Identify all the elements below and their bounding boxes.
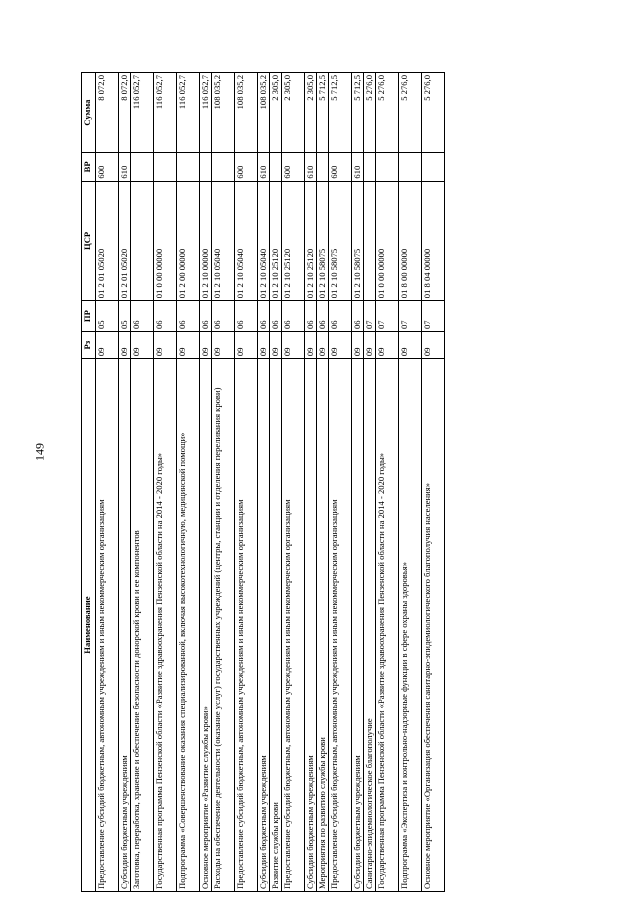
cell-vr: 600 — [329, 153, 352, 181]
cell-sum: 5 276,0 — [399, 73, 422, 153]
cell-name: Заготовка, переработка, хранение и обеспечение безопасности донорской крови и ее компонентов — [131, 359, 154, 892]
cell-name: Основное мероприятие «Развитие службы крови» — [200, 359, 212, 892]
cell-csr: 01 2 10 05040 — [235, 181, 258, 301]
cell-sum: 108 035,2 — [235, 73, 258, 153]
cell-vr — [212, 153, 235, 181]
cell-vr: 610 — [119, 153, 131, 181]
cell-pr: 06 — [282, 301, 305, 332]
cell-pr: 06 — [177, 301, 200, 332]
cell-csr: 01 2 10 25120 — [282, 181, 305, 301]
cell-sum: 5 276,0 — [422, 73, 445, 153]
cell-vr: 610 — [258, 153, 270, 181]
table-row — [212, 73, 235, 892]
table-row — [317, 73, 329, 892]
cell-rz: 09 — [258, 332, 270, 359]
cell-sum: 116 052,7 — [131, 73, 154, 153]
cell-rz: 09 — [364, 332, 376, 359]
table-row — [399, 73, 422, 892]
cell-sum: 2 305,0 — [282, 73, 305, 153]
cell-rz: 09 — [317, 332, 329, 359]
page-number: 149 — [32, 443, 47, 461]
cell-pr: 07 — [399, 301, 422, 332]
cell-name: Субсидии бюджетным учреждениям — [119, 359, 131, 892]
cell-pr: 06 — [200, 301, 212, 332]
header-rz: Рз — [82, 332, 96, 359]
table-row — [270, 73, 282, 892]
cell-rz: 09 — [305, 332, 317, 359]
table-row — [329, 73, 352, 892]
cell-rz: 09 — [270, 332, 282, 359]
cell-vr — [364, 153, 376, 181]
cell-csr: 01 2 10 58075 — [352, 181, 364, 301]
table-row — [200, 73, 212, 892]
table-row — [235, 73, 258, 892]
cell-csr: 01 2 10 25120 — [270, 181, 282, 301]
table-row — [422, 73, 445, 892]
cell-sum: 116 052,7 — [154, 73, 177, 153]
cell-rz: 09 — [119, 332, 131, 359]
cell-csr: 01 2 10 58075 — [317, 181, 329, 301]
cell-vr — [399, 153, 422, 181]
cell-pr: 06 — [235, 301, 258, 332]
cell-pr: 06 — [258, 301, 270, 332]
cell-csr: 01 2 01 05020 — [119, 181, 131, 301]
cell-vr — [422, 153, 445, 181]
cell-sum: 108 035,2 — [258, 73, 270, 153]
cell-csr: 01 2 10 58075 — [329, 181, 352, 301]
cell-name: Субсидии бюджетным учреждениям — [352, 359, 364, 892]
cell-name: Субсидии бюджетным учреждениям — [305, 359, 317, 892]
cell-name: Подпрограмма «Совершенствование оказания специализированной, включая высокотехнологичную, медицинской помощи» — [177, 359, 200, 892]
cell-vr: 600 — [282, 153, 305, 181]
cell-sum: 5 712,5 — [317, 73, 329, 153]
cell-rz: 09 — [329, 332, 352, 359]
cell-csr: 01 2 10 05040 — [258, 181, 270, 301]
cell-rz: 09 — [235, 332, 258, 359]
cell-rz: 09 — [154, 332, 177, 359]
cell-vr — [154, 153, 177, 181]
cell-rz: 09 — [399, 332, 422, 359]
cell-rz: 09 — [422, 332, 445, 359]
cell-name: Подпрограмма «Экспертиза и контрольно-надзорные функции в сфере охраны здоровья» — [399, 359, 422, 892]
cell-csr — [131, 181, 154, 301]
cell-sum: 5 276,0 — [376, 73, 399, 153]
cell-vr — [200, 153, 212, 181]
table-row — [352, 73, 364, 892]
cell-csr: 01 0 00 00000 — [376, 181, 399, 301]
table-row — [96, 73, 119, 892]
table-row — [154, 73, 177, 892]
cell-vr: 600 — [235, 153, 258, 181]
table-row — [364, 73, 376, 892]
cell-vr: 600 — [96, 153, 119, 181]
cell-name: Мероприятия по развитию службы крови — [317, 359, 329, 892]
budget-table-container — [81, 72, 611, 892]
cell-csr — [364, 181, 376, 301]
cell-pr: 06 — [154, 301, 177, 332]
budget-table — [81, 72, 445, 892]
header-name: Наименование — [82, 359, 96, 892]
cell-name: Государственная программа Пензенской области «Развитие здравоохранения Пензенской области на 2014 - 2020 годы» — [154, 359, 177, 892]
cell-rz: 09 — [212, 332, 235, 359]
cell-vr — [177, 153, 200, 181]
cell-sum: 116 052,7 — [177, 73, 200, 153]
cell-pr: 06 — [329, 301, 352, 332]
cell-name: Развитие службы крови — [270, 359, 282, 892]
cell-pr: 06 — [212, 301, 235, 332]
cell-name: Предоставление субсидий бюджетным, автономным учреждениям и иным некоммерческим организациям — [96, 359, 119, 892]
cell-rz: 09 — [376, 332, 399, 359]
header-vr: ВР — [82, 153, 96, 181]
cell-rz: 09 — [352, 332, 364, 359]
table-header-row — [82, 73, 96, 892]
cell-rz: 09 — [177, 332, 200, 359]
cell-csr: 01 2 10 25120 — [305, 181, 317, 301]
cell-sum: 2 305,0 — [305, 73, 317, 153]
table-row — [177, 73, 200, 892]
cell-name: Государственная программа Пензенской области «Развитие здравоохранения Пензенской области на 2014 - 2020 годы» — [376, 359, 399, 892]
cell-vr — [376, 153, 399, 181]
cell-rz: 09 — [131, 332, 154, 359]
cell-pr: 07 — [422, 301, 445, 332]
cell-sum: 5 276,0 — [364, 73, 376, 153]
table-row — [258, 73, 270, 892]
cell-sum: 5 712,5 — [329, 73, 352, 153]
cell-sum: 8 072,0 — [96, 73, 119, 153]
cell-sum: 5 712,5 — [352, 73, 364, 153]
cell-pr: 05 — [119, 301, 131, 332]
cell-sum: 116 052,7 — [200, 73, 212, 153]
cell-vr — [131, 153, 154, 181]
cell-name: Основное мероприятие «Организация обеспечения санитарно-эпидемиологического благополучия населения» — [422, 359, 445, 892]
cell-csr: 01 2 00 00000 — [177, 181, 200, 301]
cell-csr: 01 2 10 05040 — [212, 181, 235, 301]
cell-pr: 07 — [364, 301, 376, 332]
cell-rz: 09 — [282, 332, 305, 359]
cell-csr: 01 2 10 00000 — [200, 181, 212, 301]
cell-pr: 06 — [352, 301, 364, 332]
cell-rz: 09 — [96, 332, 119, 359]
header-csr: ЦСР — [82, 181, 96, 301]
cell-vr — [317, 153, 329, 181]
cell-name: Расходы на обеспечение деятельности (оказание услуг) государственных учреждений (центры, станции и отделения переливания крови) — [212, 359, 235, 892]
cell-pr: 05 — [96, 301, 119, 332]
cell-vr — [270, 153, 282, 181]
cell-vr: 610 — [352, 153, 364, 181]
cell-sum: 8 072,0 — [119, 73, 131, 153]
header-sum: Сумма — [82, 73, 96, 153]
cell-name: Предоставление субсидий бюджетным, автономным учреждениям и иным некоммерческим организациям — [282, 359, 305, 892]
table-row — [376, 73, 399, 892]
cell-csr: 01 8 04 00000 — [422, 181, 445, 301]
cell-pr: 06 — [305, 301, 317, 332]
cell-name: Санитарно-эпидемиологическое благополучие — [364, 359, 376, 892]
cell-rz: 09 — [200, 332, 212, 359]
cell-pr: 06 — [317, 301, 329, 332]
table-row — [119, 73, 131, 892]
cell-name: Предоставление субсидий бюджетным, автономным учреждениям и иным некоммерческим организациям — [329, 359, 352, 892]
cell-csr: 01 0 00 00000 — [154, 181, 177, 301]
table-row — [282, 73, 305, 892]
cell-csr: 01 2 01 05020 — [96, 181, 119, 301]
cell-sum: 2 305,0 — [270, 73, 282, 153]
cell-pr: 06 — [270, 301, 282, 332]
table-row — [305, 73, 317, 892]
header-pr: ПР — [82, 301, 96, 332]
cell-pr: 07 — [376, 301, 399, 332]
cell-name: Предоставление субсидий бюджетным, автономным учреждениям и иным некоммерческим организациям — [235, 359, 258, 892]
cell-name: Субсидии бюджетным учреждениям — [258, 359, 270, 892]
cell-csr: 01 8 00 00000 — [399, 181, 422, 301]
cell-sum: 108 035,2 — [212, 73, 235, 153]
table-row — [131, 73, 154, 892]
cell-vr: 610 — [305, 153, 317, 181]
cell-pr: 06 — [131, 301, 154, 332]
